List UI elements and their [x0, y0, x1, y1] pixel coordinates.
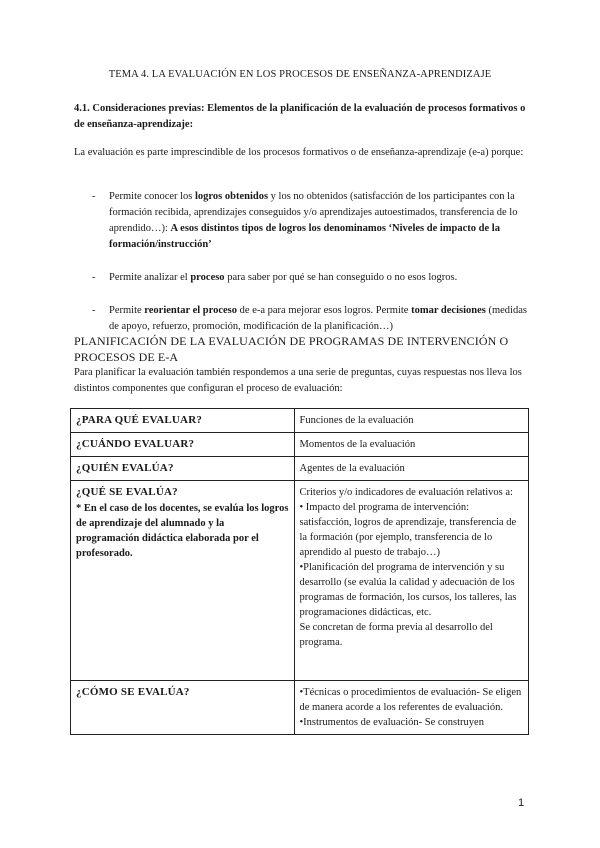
- answer-line: •Instrumentos de evaluación- Se construyen: [299, 717, 484, 728]
- planning-section-text: Para planificar la evaluación también respondemos a una serie de preguntas, cuyas respuestas nos lleva los distintos componentes que configuran el proceso de evaluación:: [74, 367, 522, 394]
- page-title: TEMA 4. LA EVALUACIÓN EN LOS PROCESOS DE ENSEÑANZA-APRENDIZAJE: [108, 69, 492, 80]
- answer-cell: [294, 481, 529, 681]
- answer-line: Agentes de la evaluación: [299, 463, 405, 474]
- question-label: ¿CUÁNDO EVALUAR?: [76, 438, 195, 450]
- list-item: [74, 270, 534, 286]
- bullet-emphasis: logros obtenidos: [195, 191, 269, 202]
- answer-line: Funciones de la evaluación: [299, 415, 414, 426]
- question-note: * En el caso de los docentes, se evalúa los logros de aprendizaje del alumnado y la programación didáctica elaborada por el profesorado.: [76, 503, 289, 559]
- bullet-emphasis: tomar decisiones: [411, 305, 486, 316]
- bullet-emphasis: A esos distintos tipos de logros los denominamos ‘Niveles de impacto de la formación/instrucción’: [109, 223, 500, 250]
- answer-line: Criterios y/o indicadores de evaluación relativos a:: [299, 487, 513, 498]
- question-cell: [71, 481, 295, 681]
- list-item: [74, 303, 534, 335]
- planning-section-title: PLANIFICACIÓN DE LA EVALUACIÓN DE PROGRAMAS DE INTERVENCIÓN O PROCESOS DE E-A: [74, 334, 509, 364]
- bullet-text: Permite analizar el: [109, 272, 191, 283]
- question-cell: [71, 457, 295, 481]
- table-row: [71, 409, 529, 433]
- bullet-text: Permite: [109, 305, 145, 316]
- answer-line: Momentos de la evaluación: [299, 439, 416, 450]
- bullet-text: (medidas de apoyo, refuerzo, promoción, modificación de la planificación…): [109, 305, 527, 332]
- table-row: [71, 481, 529, 681]
- evaluation-table: [70, 408, 529, 735]
- answer-cell: [294, 457, 529, 481]
- bullet-emphasis: proceso: [190, 272, 225, 283]
- question-cell: [71, 409, 295, 433]
- intro-paragraph: La evaluación es parte imprescindible de los procesos formativos o de enseñanza-aprendizaje (e-a) porque:: [74, 147, 524, 158]
- question-label: ¿CÓMO SE EVALÚA?: [76, 686, 190, 698]
- table-row: [71, 433, 529, 457]
- bullet-text: y los no obtenidos (satisfacción de los participantes con la formación recibida, aprendizajes conseguidos y/o aprendizajes autoestimados, transferencia de lo aprendido…):: [109, 191, 518, 234]
- list-item: [74, 189, 534, 253]
- section-heading: 4.1. Consideraciones previas: Elementos de la planificación de la evaluación de procesos formativos o de enseñanza-aprendizaje:: [74, 103, 526, 130]
- answer-cell: [294, 409, 529, 433]
- bullet-dash: -: [92, 272, 96, 283]
- page-number: 1: [518, 797, 525, 809]
- bullet-text: de e-a para mejorar esos logros. Permite: [237, 305, 412, 316]
- question-label: ¿PARA QUÉ EVALUAR?: [76, 414, 203, 426]
- bullet-text: para saber por qué se han conseguido o no esos logros.: [224, 272, 458, 283]
- answer-cell: [294, 681, 529, 735]
- bullet-dash: -: [92, 305, 96, 316]
- question-cell: [71, 681, 295, 735]
- question-label: ¿QUIÉN EVALÚA?: [76, 462, 174, 474]
- table-row: [71, 681, 529, 735]
- answer-line: • Impacto del programa de intervención: satisfacción, logros de aprendizaje, transferencia de la formación (por ejemplo, transferencia de lo aprendido al puesto de trabajo…): [299, 502, 517, 558]
- question-cell: [71, 433, 295, 457]
- answer-line: •Técnicas o procedimientos de evaluación- Se eligen de manera acorde a los referentes de evaluación.: [299, 687, 522, 713]
- bullet-dash: -: [92, 191, 96, 202]
- question-label: ¿QUÉ SE EVALÚA?: [76, 486, 178, 498]
- bullet-list: [74, 189, 534, 352]
- answer-cell: [294, 433, 529, 457]
- answer-line: Se concretan de forma previa al desarrollo del programa.: [299, 622, 493, 648]
- bullet-text: Permite conocer los: [109, 191, 196, 202]
- bullet-emphasis: reorientar el proceso: [144, 305, 238, 316]
- table-row: [71, 457, 529, 481]
- answer-line: •Planificación del programa de intervención y su desarrollo (se evalúa la calidad y adecuación de los programas de formación, los cursos, los talleres, las programaciones didácticas, etc.: [299, 562, 517, 618]
